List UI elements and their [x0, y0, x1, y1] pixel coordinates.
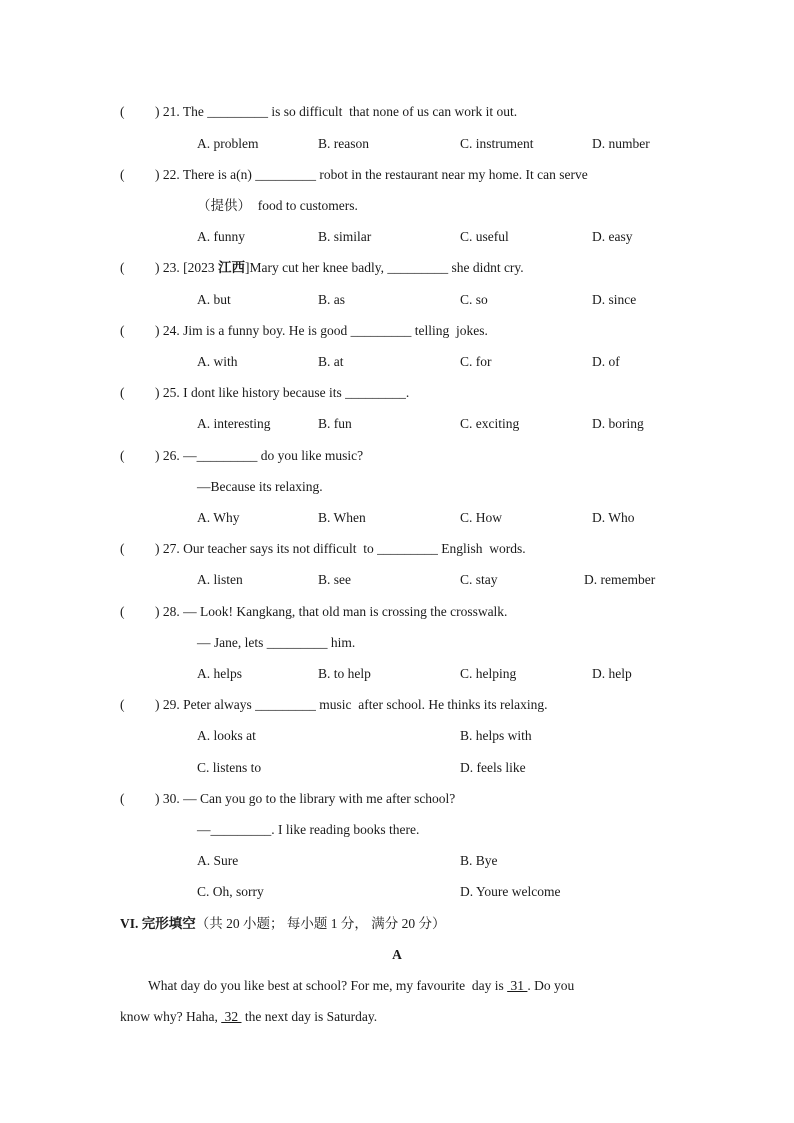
option-a: A. but: [197, 292, 231, 307]
option-a: A. funny: [197, 229, 245, 244]
option-a: A. interesting: [197, 416, 271, 431]
blank-31[interactable]: 31: [507, 978, 528, 993]
question-27: ) 27. Our teacher says its not difficult to _________ English words.: [155, 541, 526, 556]
question-26-reply: —Because its relaxing.: [197, 479, 323, 494]
option-b: B. fun: [318, 416, 352, 431]
question-23: ) 23. [2023 江西]Mary cut her knee badly, _________ she didnt cry.: [155, 260, 524, 275]
option-a: A. Sure: [197, 853, 239, 868]
option-c: C. for: [460, 354, 492, 369]
option-c: C. Oh, sorry: [197, 884, 264, 899]
option-d: D. easy: [592, 229, 633, 244]
question-25: ) 25. I dont like history because its _________.: [155, 385, 410, 400]
question-21: ) 21. The _________ is so difficult that none of us can work it out.: [155, 104, 518, 119]
option-a: A. helps: [197, 666, 242, 681]
answer-paren[interactable]: (: [120, 385, 125, 400]
answer-paren[interactable]: (: [120, 697, 125, 712]
answer-paren[interactable]: (: [120, 167, 125, 182]
answer-paren[interactable]: (: [120, 604, 125, 619]
option-d: D. Who: [592, 510, 635, 525]
option-c: C. so: [460, 292, 488, 307]
question-30: ) 30. — Can you go to the library with me after school?: [155, 791, 456, 806]
option-b: B. as: [318, 292, 345, 307]
option-b: B. reason: [318, 136, 369, 151]
answer-paren[interactable]: (: [120, 541, 125, 556]
option-a: A. listen: [197, 572, 243, 587]
question-29: ) 29. Peter always _________ music after school. He thinks its relaxing.: [155, 697, 548, 712]
option-b: B. When: [318, 510, 366, 525]
question-30-reply: —_________. I like reading books there.: [197, 822, 420, 837]
passage-line-1: What day do you like best at school? For me, my favourite day is 31 . Do you: [148, 978, 575, 993]
passage-line-2: know why? Haha, 32 the next day is Saturday.: [120, 1009, 378, 1024]
option-b: B. to help: [318, 666, 371, 681]
option-c: C. exciting: [460, 416, 520, 431]
section-heading: VI. 完形填空（共 20 小题； 每小题 1 分， 满分 20 分）: [120, 916, 446, 931]
option-a: A. problem: [197, 136, 259, 151]
option-d: D. Youre welcome: [460, 884, 561, 899]
option-c: C. helping: [460, 666, 517, 681]
option-d: D. help: [592, 666, 632, 681]
option-a: A. Why: [197, 510, 240, 525]
question-24: ) 24. Jim is a funny boy. He is good _________ telling jokes.: [155, 323, 488, 338]
option-a: A. with: [197, 354, 238, 369]
question-26: ) 26. —_________ do you like music?: [155, 448, 364, 463]
option-b: B. Bye: [460, 853, 498, 868]
option-c: C. How: [460, 510, 503, 525]
option-c: C. stay: [460, 572, 498, 587]
question-22-cont: （提供） food to customers.: [197, 198, 358, 213]
option-c: C. instrument: [460, 136, 534, 151]
option-b: B. see: [318, 572, 351, 587]
answer-paren[interactable]: (: [120, 791, 125, 806]
question-28: ) 28. — Look! Kangkang, that old man is crossing the crosswalk.: [155, 604, 508, 619]
answer-paren[interactable]: (: [120, 448, 125, 463]
option-d: D. feels like: [460, 760, 526, 775]
blank-32[interactable]: 32: [221, 1009, 242, 1024]
answer-paren[interactable]: (: [120, 104, 125, 119]
option-a: A. looks at: [197, 728, 256, 743]
passage-label: A: [392, 947, 402, 962]
question-28-reply: — Jane, lets _________ him.: [197, 635, 356, 650]
question-22: ) 22. There is a(n) _________ robot in the restaurant near my home. It can serve: [155, 167, 588, 182]
option-b: B. helps with: [460, 728, 532, 743]
option-b: B. similar: [318, 229, 372, 244]
option-c: C. useful: [460, 229, 509, 244]
option-d: D. since: [592, 292, 637, 307]
answer-paren[interactable]: (: [120, 323, 125, 338]
option-d: D. number: [592, 136, 650, 151]
option-d: D. boring: [592, 416, 644, 431]
option-d: D. remember: [584, 572, 656, 587]
option-b: B. at: [318, 354, 344, 369]
option-c: C. listens to: [197, 760, 262, 775]
answer-paren[interactable]: (: [120, 260, 125, 275]
option-d: D. of: [592, 354, 620, 369]
